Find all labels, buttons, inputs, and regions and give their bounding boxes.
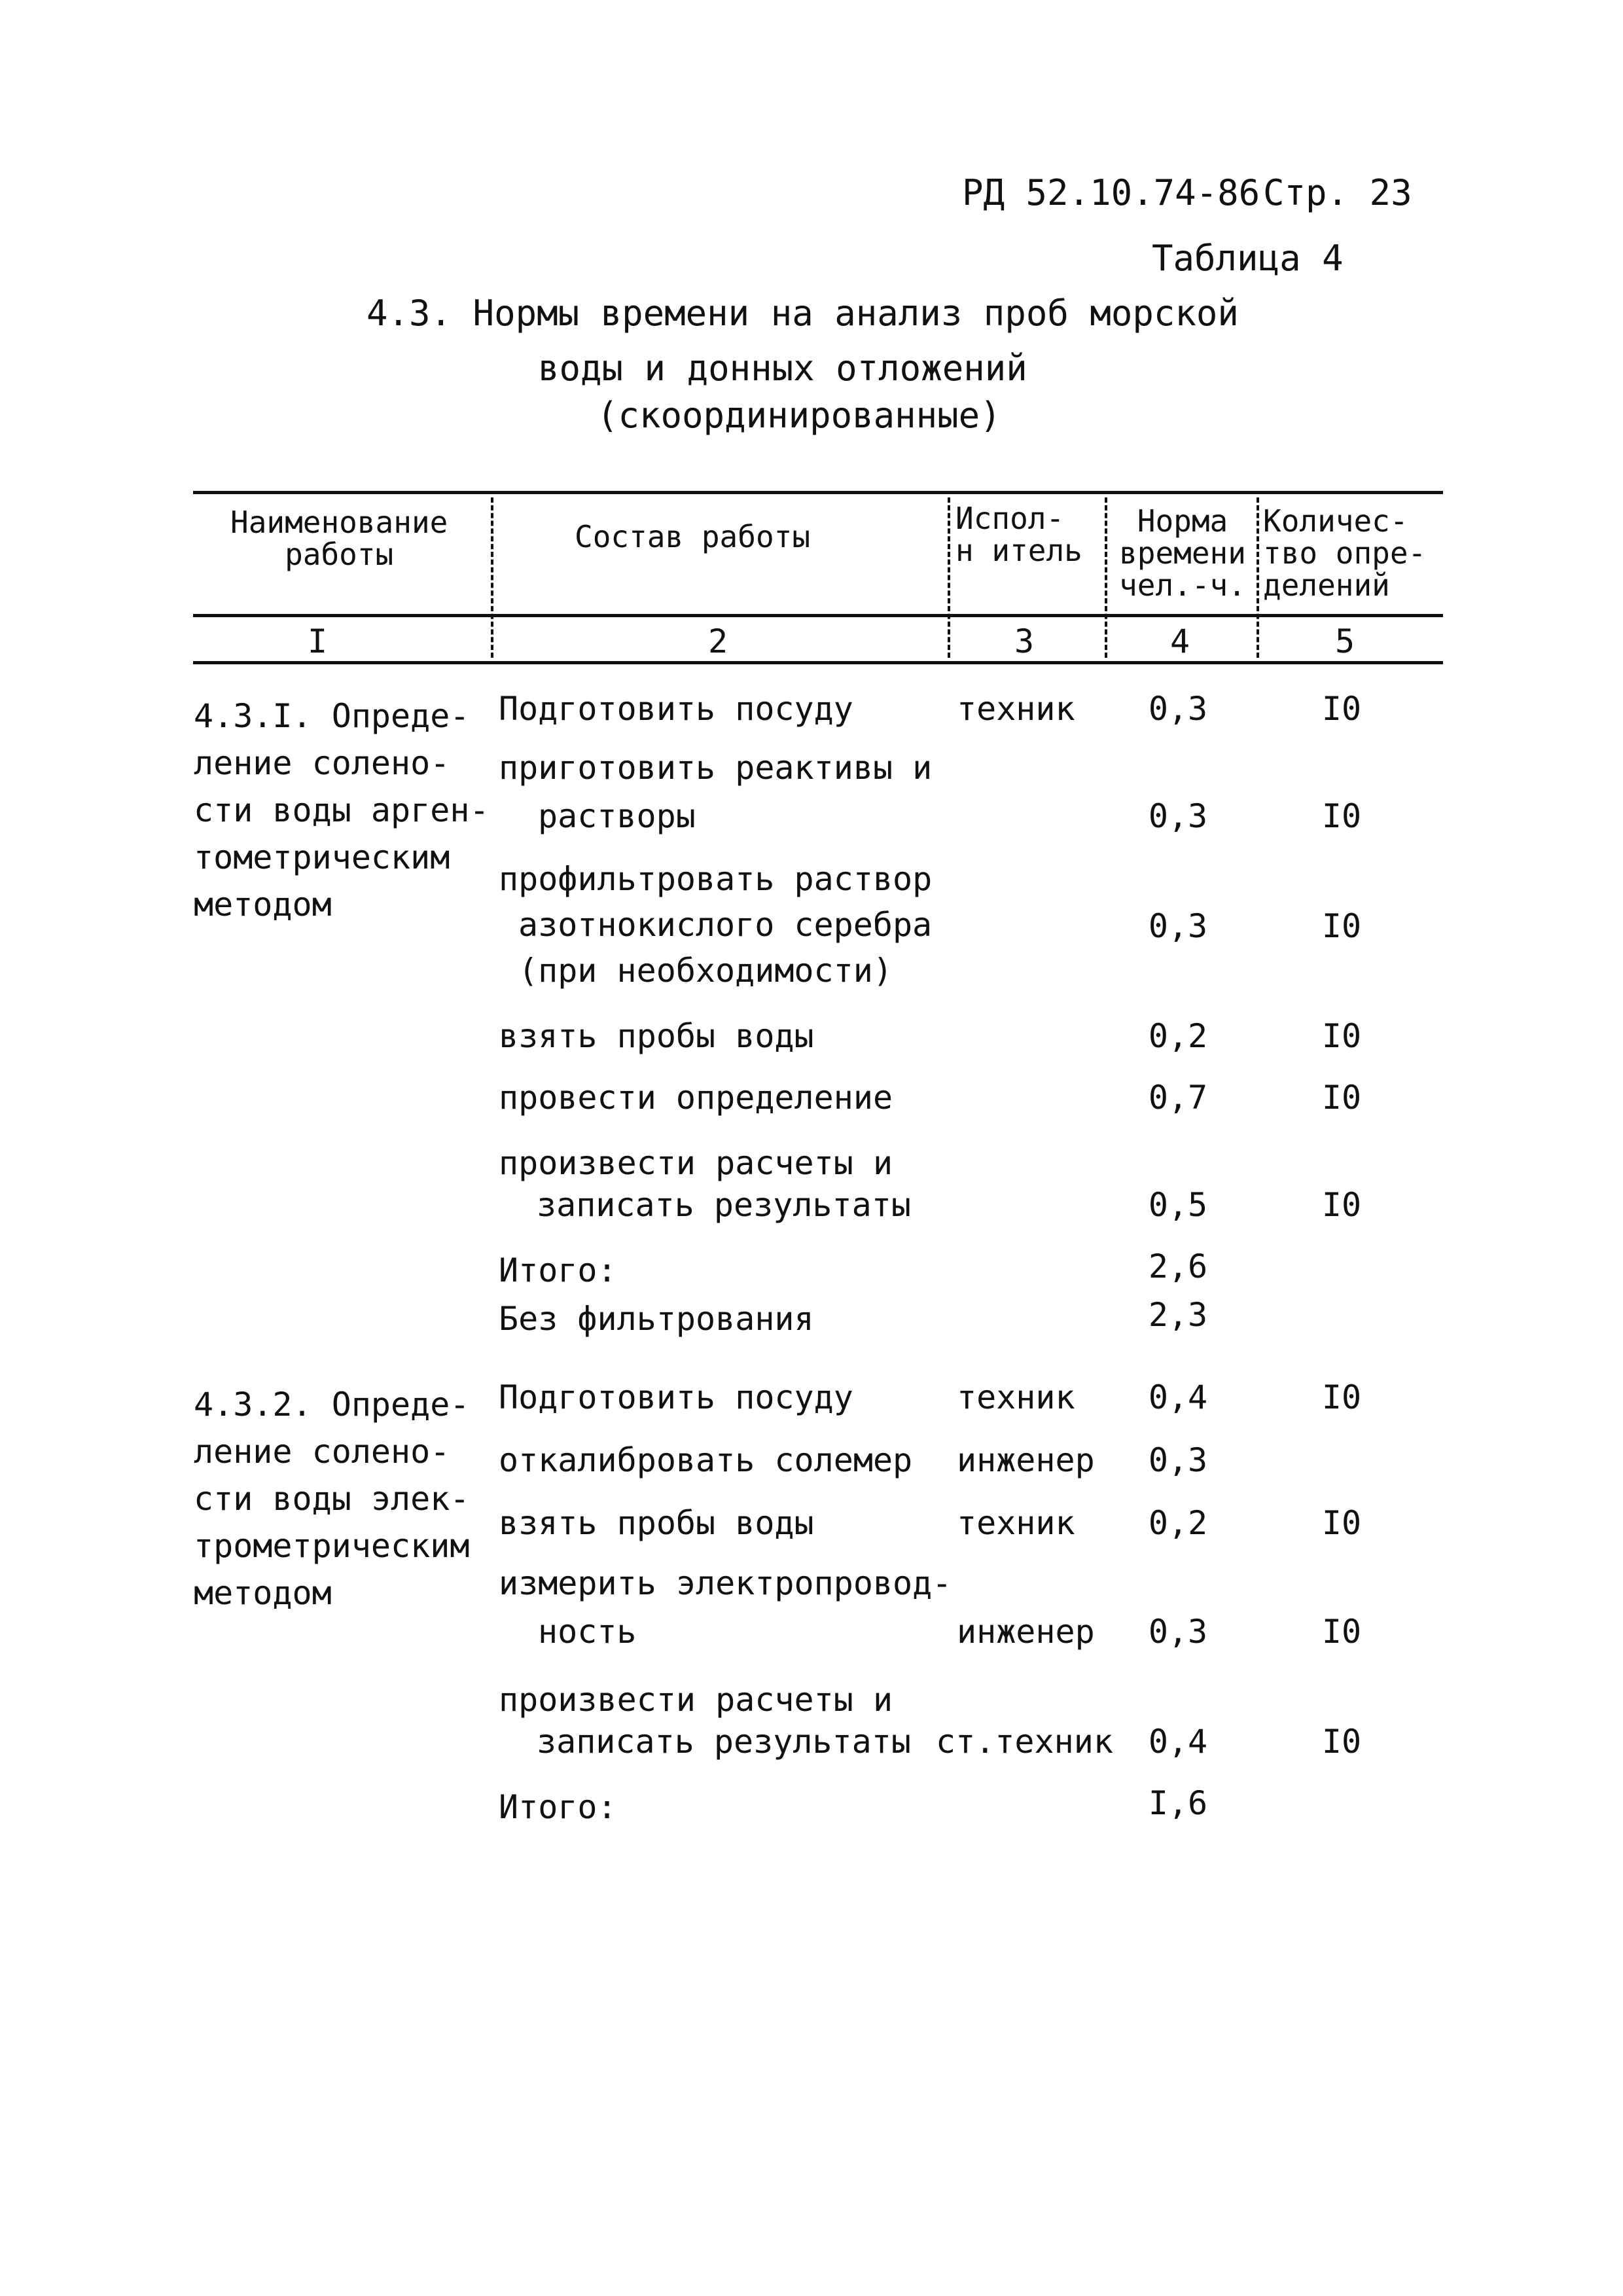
column-number-1: I xyxy=(308,622,328,660)
s1-row3-count: I0 xyxy=(1321,907,1362,945)
table-title-line-1: 4.3. Нормы времени на анализ проб морской xyxy=(366,293,1239,334)
s1-row1-count: I0 xyxy=(1321,690,1362,728)
s1-total-value: 2,6 xyxy=(1148,1247,1208,1285)
col-separator-3 xyxy=(1105,497,1107,658)
table-top-rule xyxy=(193,491,1443,494)
s1-row5-norm: 0,7 xyxy=(1148,1079,1208,1117)
col-separator-2 xyxy=(948,497,950,658)
col-separator-4 xyxy=(1257,497,1259,658)
s2-row5-work-line2: записать результаты xyxy=(537,1723,911,1761)
column-number-5: 5 xyxy=(1335,622,1355,660)
s1-row4-norm: 0,2 xyxy=(1148,1017,1208,1055)
table-title-line-3: (скоординированные) xyxy=(597,395,1001,436)
s1-row3-work-line2: азотнокислого серебра xyxy=(518,906,933,944)
column-number-rule xyxy=(193,661,1443,664)
header-bottom-rule xyxy=(193,614,1443,617)
s2-row1-count: I0 xyxy=(1321,1378,1362,1416)
s1-row6-work-line2: записать результаты xyxy=(537,1186,911,1224)
s2-row5-count: I0 xyxy=(1321,1723,1362,1761)
s1-row1-norm: 0,3 xyxy=(1148,690,1208,728)
s2-row5-work-line1: произвести расчеты и xyxy=(499,1681,893,1719)
s1-row1-work: Подготовить посуду xyxy=(499,690,853,728)
column-number-4: 4 xyxy=(1170,622,1190,660)
s1-row1-executor: техник xyxy=(957,690,1075,728)
s1-row2-work-line2: растворы xyxy=(538,797,696,835)
s2-row3-norm: 0,2 xyxy=(1148,1504,1208,1542)
s2-row5-executor: ст.техник xyxy=(936,1723,1113,1761)
column-header-work: Состав работы xyxy=(575,519,811,554)
s2-row3-work: взять пробы воды xyxy=(499,1504,814,1542)
s2-total-label: Итого: xyxy=(499,1788,617,1826)
s1-total-label: Итого: xyxy=(499,1251,617,1289)
s2-row5-norm: 0,4 xyxy=(1148,1723,1208,1761)
s2-row1-work: Подготовить посуду xyxy=(499,1378,853,1416)
document-reference: РД 52.10.74-86 xyxy=(962,172,1260,213)
s2-row4-work-line1: измерить электропровод- xyxy=(499,1564,952,1602)
s2-row1-executor: техник xyxy=(957,1378,1075,1416)
section-1-name: 4.3.I. Опреде- ление солено- сти воды арген- тометрическим методом xyxy=(194,697,490,924)
s2-row4-executor: инженер xyxy=(957,1613,1095,1651)
s1-row2-norm: 0,3 xyxy=(1148,797,1208,835)
s1-row6-work-line1: произвести расчеты и xyxy=(499,1144,893,1182)
s2-row2-work: откалибровать солемер xyxy=(499,1441,913,1479)
s2-row4-count: I0 xyxy=(1321,1613,1362,1651)
section-2-name: 4.3.2. Опреде- ление солено- сти воды элек- трометрическим методом xyxy=(194,1386,470,1612)
s2-row3-executor: техник xyxy=(957,1504,1075,1542)
s1-row4-count: I0 xyxy=(1321,1017,1362,1055)
s1-row2-work-line1: приготовить реактивы и xyxy=(499,749,933,787)
s2-row1-norm: 0,4 xyxy=(1148,1378,1208,1416)
col-separator-1 xyxy=(491,497,493,658)
column-number-2: 2 xyxy=(708,622,728,660)
s1-row6-norm: 0,5 xyxy=(1148,1186,1208,1224)
s1-nofilter-label: Без фильтрования xyxy=(499,1300,814,1338)
s1-row3-work-line1: профильтровать раствор xyxy=(499,860,933,898)
s1-row5-work: провести определение xyxy=(499,1079,893,1117)
s2-row2-norm: 0,3 xyxy=(1148,1441,1208,1479)
s1-row6-count: I0 xyxy=(1321,1186,1362,1224)
s2-row4-work-line2: ность xyxy=(538,1613,637,1651)
s1-row3-work-line3: (при необходимости) xyxy=(518,952,893,990)
column-header-name: Наименование работы xyxy=(230,505,448,572)
column-header-executor: Испол- н итель xyxy=(955,501,1082,568)
s2-row2-executor: инженер xyxy=(957,1441,1095,1479)
s1-row5-count: I0 xyxy=(1321,1079,1362,1117)
s1-row3-norm: 0,3 xyxy=(1148,907,1208,945)
column-header-norm: Норма времени чел.-ч. xyxy=(1119,503,1246,603)
column-number-3: 3 xyxy=(1014,622,1035,660)
table-label: Таблица 4 xyxy=(1152,238,1344,279)
table-title-line-2: воды и донных отложений xyxy=(538,348,1027,389)
page-number: Стр. 23 xyxy=(1263,172,1412,213)
column-header-count: Количес- тво опре- делений xyxy=(1263,503,1427,603)
s2-row3-count: I0 xyxy=(1321,1504,1362,1542)
s1-row2-count: I0 xyxy=(1321,797,1362,835)
s1-nofilter-value: 2,3 xyxy=(1148,1296,1208,1334)
s1-row4-work: взять пробы воды xyxy=(499,1017,814,1055)
s2-row4-norm: 0,3 xyxy=(1148,1613,1208,1651)
s2-total-value: I,6 xyxy=(1148,1784,1208,1822)
